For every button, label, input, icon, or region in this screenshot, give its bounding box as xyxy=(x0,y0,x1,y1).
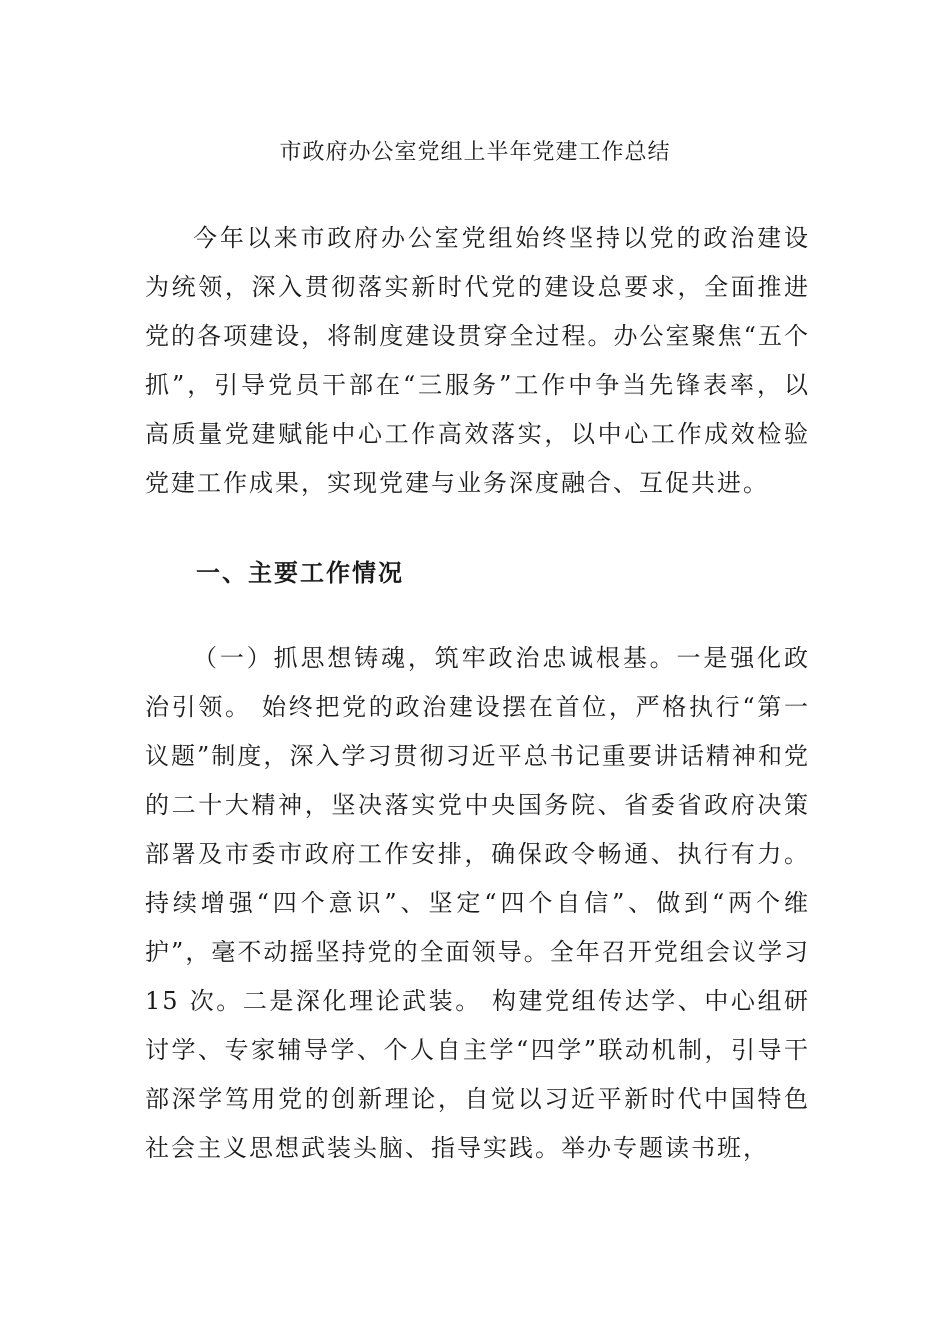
document-title: 市政府办公室党组上半年党建工作总结 xyxy=(279,140,671,165)
section-heading-1: 一、主要工作情况 xyxy=(196,558,404,587)
section-1-paragraph: （一）抓思想铸魂，筑牢政治忠诚根基。一是强化政治引领。 始终把党的政治建设摆在首位，严格执行“第一议题”制度，深入学习贯彻习近平总书记重要讲话精神和党的二十大精神，坚决落实党中央国务院、省委省政府决策部署及市委市政府工作安排，确保政令畅通、执行有力。持续增强“四个意识”、坚定“四个自信”、做到“两个维护”，毫不动摇坚持党的全面领导。全年召开党组会议学习 15 次。二是深化理论武装。 构建党组传达学、中心组研讨学、专家辅导学、个人自主学“四学”联动机制，引导干部深学笃用党的创新理论，自觉以习近平新时代中国特色社会主义思想武装头脑、指导实践。举办专题读书班， xyxy=(145,644,810,1162)
intro-paragraph: 今年以来市政府办公室党组始终坚持以党的政治建设为统领，深入贯彻落实新时代党的建设总要求，全面推进党的各项建设，将制度建设贯穿全过程。办公室聚焦“五个抓”，引导党员干部在“三服务”工作中争当先锋表率，以高质量党建赋能中心工作高效落实，以中心工作成效检验党建工作成果，实现党建与业务深度融合、互促共进。 xyxy=(145,224,810,497)
